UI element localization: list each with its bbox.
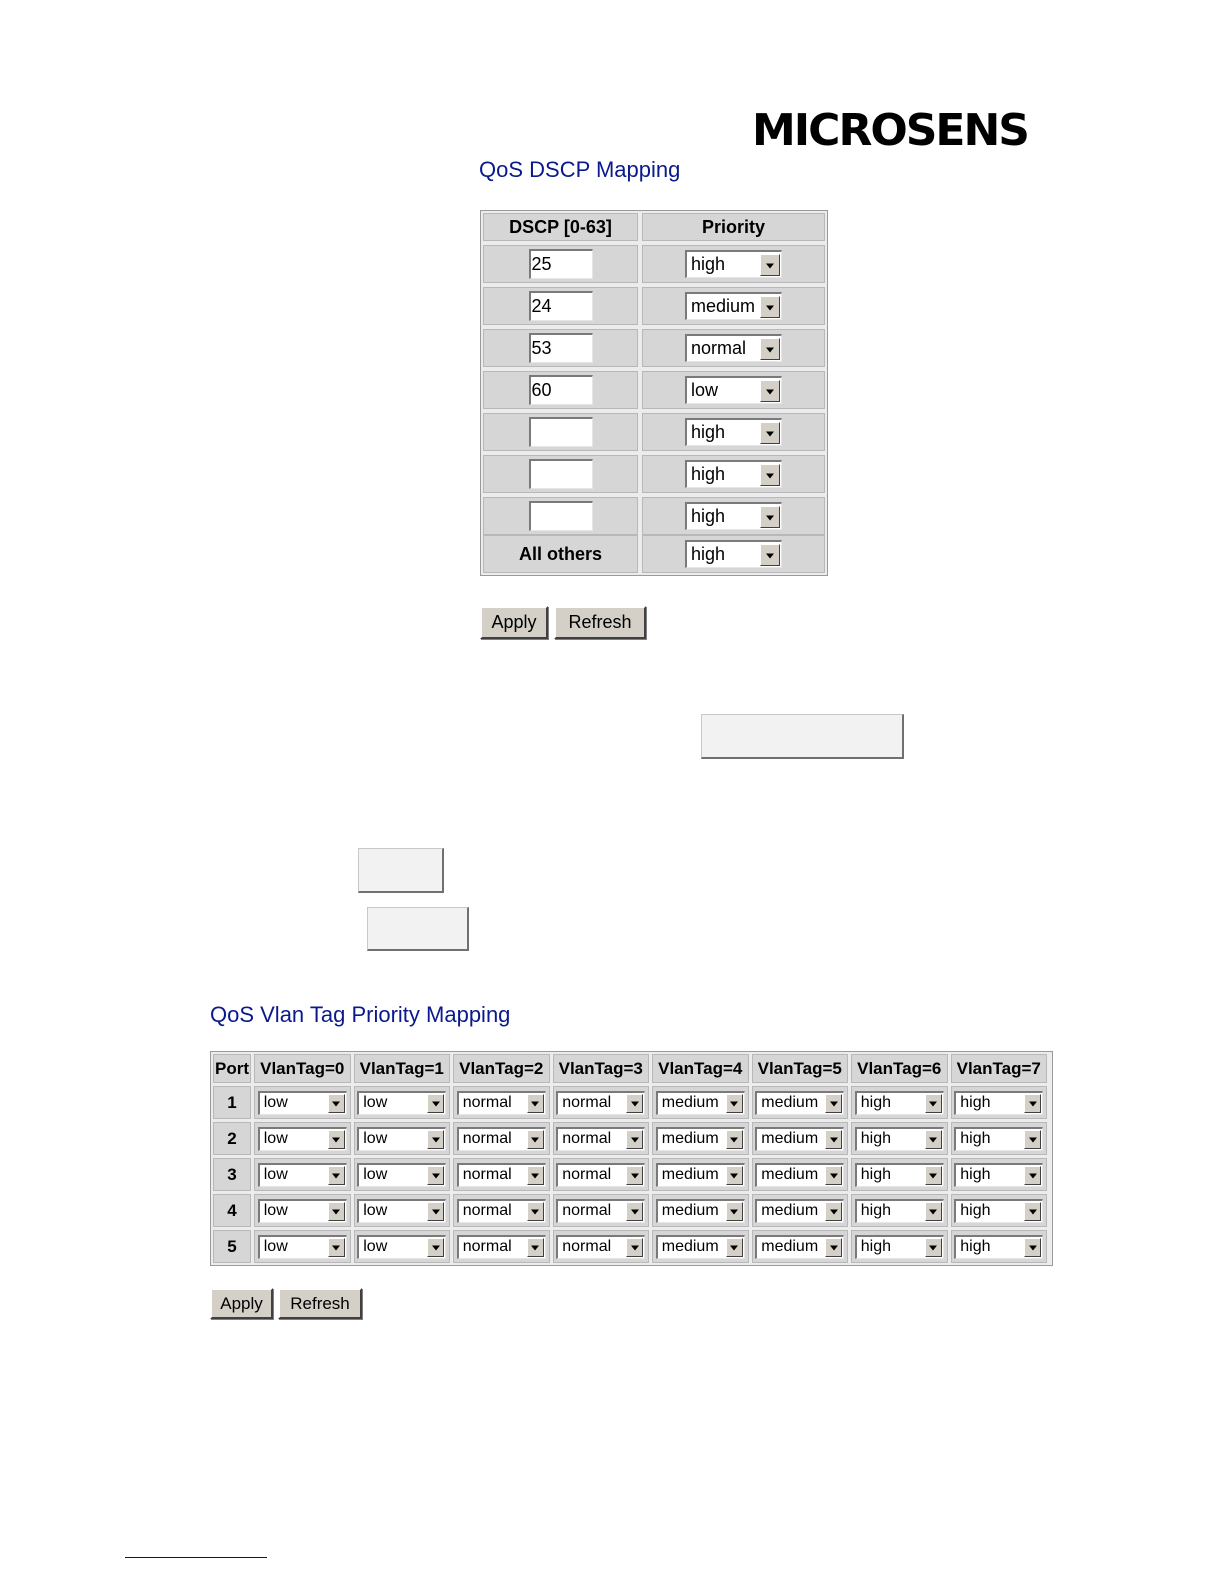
select-value: high: [860, 1166, 891, 1183]
dscp-header-label: DSCP [0-63]: [509, 216, 612, 237]
select-value: medium: [661, 1166, 719, 1183]
vlantag-priority-cell: [652, 1086, 749, 1119]
vlantag-priority-select[interactable]: [755, 1199, 844, 1223]
port-number: 4: [227, 1200, 237, 1220]
chevron-down-icon[interactable]: [427, 1130, 444, 1149]
vlantag-priority-select[interactable]: [855, 1127, 944, 1151]
vlantag-priority-select[interactable]: [656, 1235, 745, 1259]
port-number-cell: [213, 1086, 251, 1119]
vlantag-priority-cell: [752, 1230, 849, 1263]
chevron-down-icon[interactable]: [427, 1166, 444, 1185]
dscp-row: [483, 287, 825, 325]
chevron-down-icon[interactable]: [626, 1130, 643, 1149]
select-value: high: [960, 1094, 991, 1111]
vlantag-priority-cell: [354, 1158, 451, 1191]
vlantag-priority-select[interactable]: [357, 1163, 446, 1187]
vlantag-priority-cell: [453, 1230, 550, 1263]
dscp-value-cell: [483, 497, 638, 535]
blank-button-placeholder[interactable]: [701, 714, 904, 759]
vlantag-priority-select[interactable]: [755, 1091, 844, 1115]
chevron-down-icon[interactable]: [626, 1166, 643, 1185]
vlantag-priority-cell: [652, 1230, 749, 1263]
chevron-down-icon[interactable]: [626, 1202, 643, 1221]
chevron-down-icon[interactable]: [527, 1238, 544, 1257]
vlantag-priority-select[interactable]: [258, 1199, 347, 1223]
vlantag-priority-cell: [951, 1158, 1048, 1191]
vlantag-priority-select[interactable]: [656, 1163, 745, 1187]
vlantag-priority-cell: [453, 1122, 550, 1155]
select-value: low: [363, 1238, 388, 1255]
dscp-value-cell: [483, 413, 638, 451]
select-value: normal: [462, 1130, 512, 1147]
dscp-row: [483, 455, 825, 493]
dscp-row: [483, 497, 825, 535]
footnote-separator: [125, 1557, 267, 1558]
chevron-down-icon[interactable]: [825, 1202, 842, 1221]
select-value: high: [960, 1130, 991, 1147]
vlantag-priority-cell: [553, 1158, 650, 1191]
dscp-value-input[interactable]: [529, 501, 593, 531]
dscp-value-input[interactable]: [529, 459, 593, 489]
vlantag-priority-cell: [752, 1122, 849, 1155]
dscp-value-input[interactable]: [529, 417, 593, 447]
chevron-down-icon[interactable]: [328, 1238, 345, 1257]
dscp-value-input[interactable]: 25: [529, 249, 593, 279]
chevron-down-icon[interactable]: [760, 544, 780, 566]
chevron-down-icon[interactable]: [1024, 1202, 1041, 1221]
chevron-down-icon[interactable]: [726, 1238, 743, 1257]
vlantag-priority-select[interactable]: [954, 1235, 1043, 1259]
select-value: low: [363, 1094, 388, 1111]
vlantag-priority-cell: [951, 1230, 1048, 1263]
select-value: medium: [761, 1130, 819, 1147]
vlantag-priority-cell: [951, 1122, 1048, 1155]
vlantag-priority-select[interactable]: [457, 1199, 546, 1223]
dscp-row: [483, 329, 825, 367]
vlantag-priority-select[interactable]: [656, 1127, 745, 1151]
select-value: normal: [562, 1094, 612, 1111]
dscp-apply-button[interactable]: Apply: [480, 606, 548, 639]
chevron-down-icon[interactable]: [328, 1202, 345, 1221]
vlantag-priority-select[interactable]: [457, 1091, 546, 1115]
select-value: low: [691, 380, 719, 400]
table-row: [213, 1158, 1050, 1191]
table-row: [213, 1122, 1050, 1155]
port-number-cell: [213, 1122, 251, 1155]
select-value: high: [860, 1130, 891, 1147]
dscp-priority-select[interactable]: [685, 292, 782, 320]
vlantag-priority-select[interactable]: [855, 1091, 944, 1115]
chevron-down-icon[interactable]: [925, 1238, 942, 1257]
vlantag-priority-select[interactable]: [954, 1199, 1043, 1223]
select-value: low: [263, 1202, 288, 1219]
table-row: [213, 1086, 1050, 1119]
chevron-down-icon[interactable]: [427, 1094, 444, 1113]
dscp-priority-cell: [642, 245, 825, 283]
chevron-down-icon[interactable]: [1024, 1094, 1041, 1113]
vlantag-priority-select[interactable]: [258, 1091, 347, 1115]
dscp-value-input[interactable]: 53: [529, 333, 593, 363]
vlantag-priority-select[interactable]: [556, 1163, 645, 1187]
all-others-label: All others: [518, 543, 602, 564]
select-value: normal: [462, 1238, 512, 1255]
port-number: 3: [227, 1164, 237, 1184]
chevron-down-icon[interactable]: [726, 1094, 743, 1113]
dscp-priority-cell: [642, 371, 825, 409]
select-value: normal: [462, 1094, 512, 1111]
column-header-label: VlanTag=4: [658, 1058, 743, 1078]
select-value: low: [263, 1094, 288, 1111]
select-value: low: [363, 1130, 388, 1147]
vlantag-priority-cell: [752, 1158, 849, 1191]
chevron-down-icon[interactable]: [825, 1166, 842, 1185]
column-header-label: VlanTag=0: [260, 1058, 345, 1078]
chevron-down-icon[interactable]: [726, 1166, 743, 1185]
vlantag-priority-select[interactable]: [357, 1199, 446, 1223]
vlantag-priority-select[interactable]: [556, 1091, 645, 1115]
select-value: low: [363, 1202, 388, 1219]
port-number-cell: [213, 1230, 251, 1263]
chevron-down-icon[interactable]: [328, 1166, 345, 1185]
select-value: medium: [761, 1202, 819, 1219]
vlantag-priority-cell: [851, 1230, 948, 1263]
all-others-priority-select[interactable]: [685, 540, 782, 568]
select-value: normal: [562, 1166, 612, 1183]
dscp-priority-cell: [642, 455, 825, 493]
vlantag-priority-select[interactable]: [357, 1235, 446, 1259]
dscp-priority-select[interactable]: [685, 250, 782, 278]
dscp-mapping-table: [480, 210, 828, 576]
select-value: high: [960, 1166, 991, 1183]
chevron-down-icon[interactable]: [825, 1238, 842, 1257]
dscp-priority-cell: [642, 497, 825, 535]
dscp-row: [483, 413, 825, 451]
select-value: normal: [462, 1166, 512, 1183]
vlantag-priority-select[interactable]: [258, 1163, 347, 1187]
dscp-priority-cell: [642, 329, 825, 367]
select-value: high: [960, 1202, 991, 1219]
vlantag-column-header: [254, 1054, 351, 1083]
select-value: medium: [661, 1130, 719, 1147]
select-value: low: [263, 1166, 288, 1183]
vlantag-priority-select[interactable]: [954, 1091, 1043, 1115]
select-value: medium: [661, 1202, 719, 1219]
vlantag-priority-cell: [254, 1194, 351, 1227]
chevron-down-icon[interactable]: [1024, 1166, 1041, 1185]
priority-column-header: [642, 213, 825, 241]
select-value: high: [860, 1238, 891, 1255]
vlantag-priority-cell: [851, 1194, 948, 1227]
select-value: high: [691, 422, 726, 442]
dscp-value-cell: [483, 455, 638, 493]
port-number-cell: [213, 1158, 251, 1191]
vlantag-priority-select[interactable]: [954, 1163, 1043, 1187]
vlantag-priority-cell: [851, 1158, 948, 1191]
vlantag-priority-select[interactable]: [556, 1235, 645, 1259]
select-value: normal: [562, 1202, 612, 1219]
blank-button-placeholder[interactable]: [367, 907, 469, 951]
vlantag-priority-cell: [254, 1158, 351, 1191]
select-value: medium: [661, 1238, 719, 1255]
vlantag-priority-select[interactable]: [656, 1199, 745, 1223]
chevron-down-icon[interactable]: [1024, 1130, 1041, 1149]
vlantag-priority-select[interactable]: [855, 1163, 944, 1187]
dscp-value-cell: [483, 287, 638, 325]
select-value: normal: [562, 1130, 612, 1147]
select-value: high: [960, 1238, 991, 1255]
select-value: medium: [761, 1238, 819, 1255]
select-value: medium: [761, 1166, 819, 1183]
vlantag-priority-select[interactable]: [357, 1091, 446, 1115]
dscp-priority-cell: [642, 413, 825, 451]
select-value: high: [860, 1202, 891, 1219]
blank-button-placeholder[interactable]: [358, 848, 444, 893]
chevron-down-icon[interactable]: [925, 1202, 942, 1221]
chevron-down-icon[interactable]: [328, 1130, 345, 1149]
vlantag-priority-cell: [254, 1122, 351, 1155]
microsens-logo: MICROSENS: [752, 105, 1028, 156]
table-row: [213, 1194, 1050, 1227]
vlantag-priority-select[interactable]: [855, 1199, 944, 1223]
chevron-down-icon[interactable]: [760, 338, 780, 360]
priority-header-label: Priority: [701, 216, 766, 237]
chevron-down-icon[interactable]: [925, 1166, 942, 1185]
vlantag-priority-cell: [652, 1158, 749, 1191]
vlantag-priority-select[interactable]: [755, 1235, 844, 1259]
vlantag-priority-cell: [851, 1122, 948, 1155]
chevron-down-icon[interactable]: [760, 464, 780, 486]
chevron-down-icon[interactable]: [527, 1094, 544, 1113]
vlantag-priority-cell: [851, 1086, 948, 1119]
select-value: high: [691, 464, 726, 484]
vlantag-priority-cell: [752, 1086, 849, 1119]
chevron-down-icon[interactable]: [760, 422, 780, 444]
chevron-down-icon[interactable]: [626, 1238, 643, 1257]
vlantag-priority-select[interactable]: [258, 1235, 347, 1259]
vlantag-priority-cell: [951, 1194, 1048, 1227]
select-value: normal: [462, 1202, 512, 1219]
vlantag-priority-cell: [752, 1194, 849, 1227]
dscp-priority-select[interactable]: [685, 418, 782, 446]
dscp-value-input[interactable]: 24: [529, 291, 593, 321]
select-value: normal: [562, 1238, 612, 1255]
vlantag-priority-cell: [354, 1194, 451, 1227]
chevron-down-icon[interactable]: [726, 1130, 743, 1149]
chevron-down-icon[interactable]: [427, 1202, 444, 1221]
dscp-priority-cell: [642, 287, 825, 325]
dscp-value-cell: [483, 329, 638, 367]
select-value: high: [691, 506, 726, 526]
vlantag-priority-select[interactable]: [755, 1127, 844, 1151]
dscp-row: [483, 245, 825, 283]
vlantag-priority-cell: [453, 1194, 550, 1227]
vlantag-column-header: [951, 1054, 1048, 1083]
dscp-column-header: [483, 213, 638, 241]
vlantag-priority-cell: [354, 1122, 451, 1155]
vlantag-priority-cell: [354, 1086, 451, 1119]
column-header-label: VlanTag=1: [359, 1058, 444, 1078]
chevron-down-icon[interactable]: [760, 296, 780, 318]
column-header-label: VlanTag=2: [459, 1058, 544, 1078]
dscp-priority-select[interactable]: [685, 502, 782, 530]
chevron-down-icon[interactable]: [1024, 1238, 1041, 1257]
dscp-mapping-title: QoS DSCP Mapping: [479, 157, 681, 182]
column-header-label: VlanTag=5: [757, 1058, 842, 1078]
dscp-refresh-button[interactable]: Refresh: [554, 606, 646, 639]
select-value: medium: [761, 1094, 819, 1111]
vlantag-priority-cell: [652, 1194, 749, 1227]
vlantag-priority-cell: [254, 1086, 351, 1119]
dscp-all-others-row: [483, 535, 825, 573]
vlantag-priority-select[interactable]: [954, 1127, 1043, 1151]
vlantag-priority-cell: [652, 1122, 749, 1155]
select-value: medium: [661, 1094, 719, 1111]
select-value: normal: [691, 338, 747, 358]
table-row: [213, 1230, 1050, 1263]
vlantag-priority-select[interactable]: [556, 1199, 645, 1223]
vlantag-priority-cell: [951, 1086, 1048, 1119]
dscp-value-cell: [483, 371, 638, 409]
vlan-mapping-title: QoS Vlan Tag Priority Mapping: [210, 1002, 511, 1027]
dscp-priority-select[interactable]: [685, 460, 782, 488]
vlantag-priority-select[interactable]: [457, 1235, 546, 1259]
chevron-down-icon[interactable]: [825, 1130, 842, 1149]
vlantag-priority-select[interactable]: [357, 1127, 446, 1151]
vlantag-column-header: [652, 1054, 749, 1083]
select-value: medium: [691, 296, 756, 316]
port-number: 1: [227, 1092, 237, 1112]
vlantag-priority-select[interactable]: [457, 1127, 546, 1151]
select-value: high: [691, 544, 726, 564]
chevron-down-icon[interactable]: [626, 1094, 643, 1113]
vlantag-priority-select[interactable]: [258, 1127, 347, 1151]
vlantag-priority-select[interactable]: [457, 1163, 546, 1187]
vlantag-priority-select[interactable]: [556, 1127, 645, 1151]
chevron-down-icon[interactable]: [427, 1238, 444, 1257]
chevron-down-icon[interactable]: [726, 1202, 743, 1221]
dscp-priority-select[interactable]: [685, 334, 782, 362]
chevron-down-icon[interactable]: [760, 506, 780, 528]
dscp-table-header: [483, 213, 825, 241]
vlantag-column-header: [851, 1054, 948, 1083]
vlantag-priority-select[interactable]: [755, 1163, 844, 1187]
vlantag-priority-cell: [354, 1230, 451, 1263]
select-value: high: [860, 1094, 891, 1111]
vlantag-priority-cell: [254, 1230, 351, 1263]
port-number: 2: [227, 1128, 237, 1148]
vlantag-column-header: [453, 1054, 550, 1083]
port-number-cell: [213, 1194, 251, 1227]
vlantag-priority-select[interactable]: [656, 1091, 745, 1115]
vlantag-priority-cell: [453, 1086, 550, 1119]
column-header-label: VlanTag=7: [956, 1058, 1041, 1078]
dscp-value-input[interactable]: 60: [529, 375, 593, 405]
chevron-down-icon[interactable]: [925, 1130, 942, 1149]
vlantag-priority-cell: [553, 1086, 650, 1119]
dscp-value-cell: [483, 245, 638, 283]
all-others-priority-cell: [642, 535, 825, 573]
vlantag-priority-cell: [453, 1158, 550, 1191]
chevron-down-icon[interactable]: [527, 1130, 544, 1149]
select-value: low: [263, 1130, 288, 1147]
vlantag-priority-cell: [553, 1230, 650, 1263]
vlantag-priority-select[interactable]: [855, 1235, 944, 1259]
column-header-label: VlanTag=6: [857, 1058, 942, 1078]
dscp-priority-select[interactable]: [685, 376, 782, 404]
select-value: high: [691, 254, 726, 274]
chevron-down-icon[interactable]: [825, 1094, 842, 1113]
chevron-down-icon[interactable]: [760, 380, 780, 402]
vlantag-column-header: [553, 1054, 650, 1083]
vlantag-column-header: [354, 1054, 451, 1083]
port-number: 5: [227, 1236, 237, 1256]
column-header-label: Port: [215, 1058, 249, 1078]
vlan-table-header: [213, 1054, 1050, 1083]
chevron-down-icon[interactable]: [760, 254, 780, 276]
chevron-down-icon[interactable]: [925, 1094, 942, 1113]
vlan-refresh-button[interactable]: Refresh: [278, 1288, 362, 1319]
select-value: low: [263, 1238, 288, 1255]
vlan-tag-mapping-table: [210, 1051, 1053, 1266]
dscp-row: [483, 371, 825, 409]
chevron-down-icon[interactable]: [527, 1202, 544, 1221]
vlantag-priority-cell: [553, 1122, 650, 1155]
column-header-label: VlanTag=3: [558, 1058, 643, 1078]
chevron-down-icon[interactable]: [527, 1166, 544, 1185]
all-others-cell: [483, 535, 638, 573]
select-value: low: [363, 1166, 388, 1183]
chevron-down-icon[interactable]: [328, 1094, 345, 1113]
vlantag-priority-cell: [553, 1194, 650, 1227]
vlan-apply-button[interactable]: Apply: [210, 1288, 273, 1319]
port-column-header: [213, 1054, 251, 1083]
vlantag-column-header: [752, 1054, 849, 1083]
